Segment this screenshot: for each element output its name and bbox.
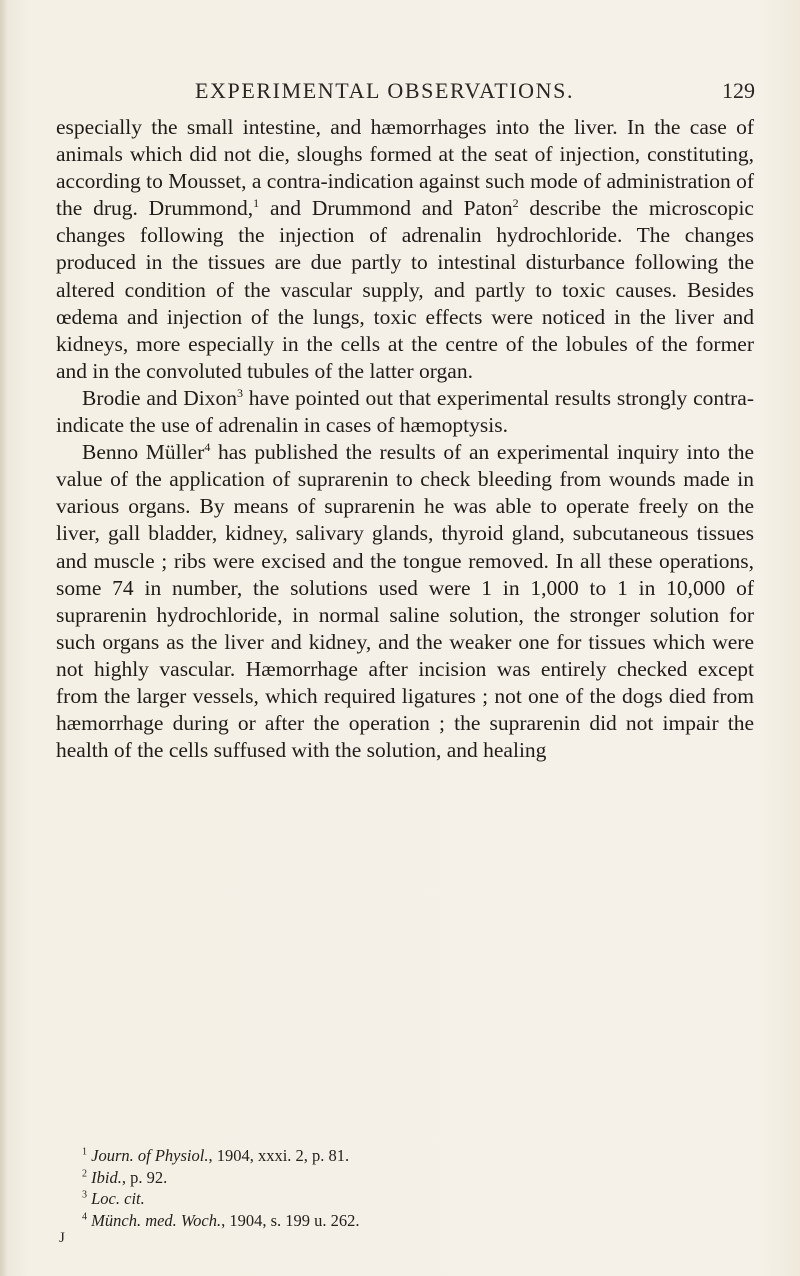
page-gutter-shadow [0, 0, 8, 1276]
paragraph-1-text-c: describe the microscopic changes following the injection of adrenalin hydrochloride. The changes produced in the tissues are due partly to intestinal disturbance following the altered condition of the vascular supply, and partly to toxic causes. Besides œdema and injection of the lungs, toxic effects were noticed in the liver and kidneys, more especially in the cells at the centre of the lobules of the former and in the convoluted tubules of the latter organ. [56, 196, 754, 383]
footnote-number: 3 [82, 1189, 87, 1201]
footnote-source: Münch. med. Woch. [91, 1210, 222, 1230]
footnote-detail: , 1904, s. 199 u. 262. [221, 1210, 360, 1230]
footnote-source: Ibid. [91, 1167, 122, 1187]
paragraph-3-text-a: Benno Müller [82, 440, 205, 465]
paragraph-3 [56, 439, 754, 764]
paragraph-2 [56, 385, 754, 439]
running-title: EXPERIMENTAL OBSERVATIONS. [195, 78, 575, 103]
footnote-detail: , p. 92. [121, 1167, 168, 1187]
footnote-source: Journ. of Physiol. [91, 1146, 209, 1165]
footnote-ref-2: 2 [512, 196, 519, 211]
footnote-ref-3: 3 [236, 385, 243, 400]
footnote-number: 1 [82, 1146, 87, 1158]
footnote-2 [56, 1167, 754, 1189]
footnote-ref-4: 4 [204, 439, 211, 454]
footnote-source: Loc. cit. [91, 1189, 145, 1208]
paragraph-2-text-b: have pointed out that experimental results strongly contra-indicate the use of adrenalin in cases of hæmoptysis. [56, 385, 754, 438]
page-number: 129 [722, 78, 755, 103]
paragraph-2-text-a: Brodie and Dixon [82, 385, 237, 410]
paragraph-1 [56, 114, 754, 385]
paragraph-3-text-b: has published the results of an experimental inquiry into the value of the application of suprarenin to check bleeding from wounds made in various organs. By means of suprarenin he was able to operate freely on the liver, gall bladder, kidney, salivary glands, thyroid gland, subcutaneous tissues and muscle ; ribs were excised and the tongue removed. In all these operations, some 74 in number, the solutions used were 1 in 1,000 to 1 in 10,000 of suprarenin hydrochloride, in normal saline solution, the stronger solution for such organs as the liver and kidney, and the weaker one for tissues which were not highly vascular. Hæmorrhage after incision was entirely checked except from the larger vessels, which required ligatures ; not one of the dogs died from hæmorrhage during or after the operation ; the suprarenin did not impair the health of the cells suffused with the solution, and healing [56, 440, 754, 763]
footnote-3 [56, 1188, 754, 1210]
footnote-1 [56, 1145, 754, 1167]
running-header [195, 78, 755, 106]
footnote-4 [56, 1210, 754, 1232]
paragraph-1-text-a: especially the small intestine, and hæmorrhages into the liver. In the case of animals which did not die, sloughs formed at the seat of injection, constituting, according to Mousset, a contra-indication against such mode of administration of the drug. Drummond, [56, 115, 754, 221]
printer-signature-mark: J [59, 1230, 65, 1246]
body-text [56, 114, 754, 764]
paragraph-1-text-b: and Drummond and Paton [259, 196, 513, 221]
footnote-number: 2 [82, 1168, 87, 1179]
footnote-detail: , 1904, xxxi. 2, p. 81. [208, 1146, 350, 1165]
footnote-ref-1: 1 [253, 196, 260, 211]
footnotes [56, 1145, 754, 1231]
footnote-number: 4 [82, 1211, 87, 1222]
